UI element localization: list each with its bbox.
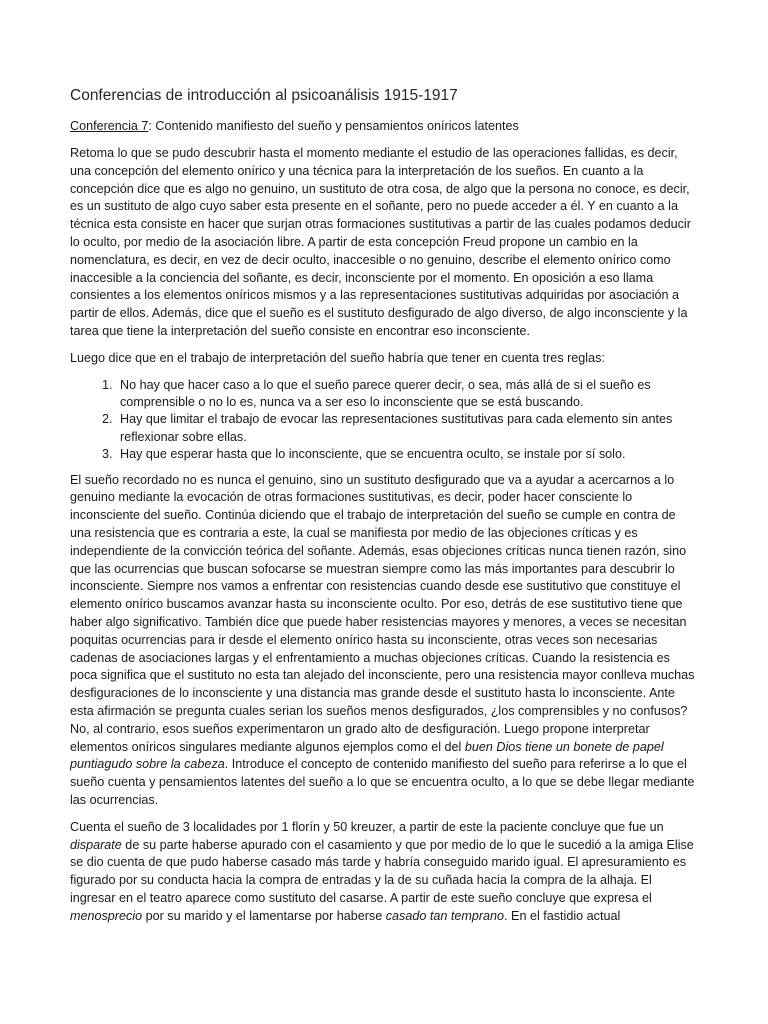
paragraph-4-text-c: por su marido y el lamentarse por haberse <box>142 908 386 923</box>
paragraph-4-italic-1: disparate <box>70 837 122 852</box>
lecture-topic: : Contenido manifiesto del sueño y pensamientos oníricos latentes <box>148 119 519 133</box>
paragraph-2: Luego dice que en el trabajo de interpretación del sueño habría que tener en cuenta tres reglas: <box>70 350 605 365</box>
paragraph-3 <box>70 472 696 810</box>
rule-item: 2. Hay que limitar el trabajo de evocar las representaciones sustitutivas para cada elemento sin antes reflexionar sobre ellas. <box>116 411 696 446</box>
paragraph-4-italic-3: casado tan temprano <box>385 908 505 923</box>
paragraph-4-text-d: . En el fastidio actual <box>504 908 621 923</box>
paragraph-4 <box>70 819 696 926</box>
rule-item: 1. No hay que hacer caso a lo que el sueño parece querer decir, o sea, más allá de si el sueño es comprensible o no lo es, nunca va a ser eso lo inconsciente que se está buscando. <box>116 377 696 412</box>
paragraph-3-text-a: El sueño recordado no es nunca el genuino, sino un sustituto desfigurado que va a ayudar a acercarnos a lo genuino mediante la evocación de otras formaciones sustitutivas, es decir, poder hacer consciente lo inconsciente del sueño. Continúa diciendo que el trabajo de interpretación del sueño se cumple en contra de una resistencia que es contraria a este, la cual se manifiesta por medio de las objeciones críticas y es independiente de la convicción teórica del soñante. Además, esas objeciones críticas nunca tienen razón, sino que las ocurrencias que buscan sofocarse se muestran siempre como las más importantes para descubrir lo inconsciente. Siempre nos vamos a enfrentar con resistencias cuando desde ese sustitutivo que constituye el elemento onírico buscamos avanzar hasta su inconsciente oculto. Por eso, detrás de ese sustitutivo tiene que haber algo significativo. También dice que puede haber resistencias mayores y menores, a veces se necesitan poquitas ocurrencias para ir desde el elemento onírico hasta su inconsciente, otras veces son necesarias cadenas de asociaciones largas y el enfrentamiento a muchas objeciones críticas. Cuando la resistencia es poca significa que el sustituto no esta tan alejado del inconsciente, pero una resistencia mayor conlleva muchas desfiguraciones de lo inconsciente y una distancia mas grande desde el sustituto hasta lo inconsciente. Ante esta afirmación se pregunta cuales serian los sueños menos desfigurados, ¿los comprensibles y no confusos? No, al contrario, esos sueños experimentaron un grado alto de desfiguración. Luego propone interpretar elementos oníricos singulares mediante algunos ejemplos como el del <box>70 472 695 754</box>
paragraph-3-text-b: . Introduce el concepto de contenido manifiesto del sueño para referirse a lo que el sueño cuenta y pensamientos latentes del sueño a lo que se encuentra oculto, a lo que se debe llegar mediante las ocurrencias. <box>70 757 695 807</box>
document-title: Conferencias de introducción al psicoanálisis 1915-1917 <box>70 87 458 104</box>
paragraph-4-text-a: Cuenta el sueño de 3 localidades por 1 florín y 50 kreuzer, a partir de este la paciente concluye que fue un <box>70 819 664 834</box>
paragraph-4-italic-2: menosprecio <box>70 908 143 923</box>
lecture-number: Conferencia 7 <box>70 119 149 133</box>
paragraph-3-quote: buen Dios tiene un bonete de papel puntiagudo sobre la cabeza <box>70 739 664 772</box>
rule-item: 3. Hay que esperar hasta que lo inconsciente, que se encuentra oculto, se instale por sí solo. <box>116 446 696 463</box>
paragraph-4-text-b: de su parte haberse apurado con el casamiento y que por medio de lo que le sucedió a la amiga Elise se dio cuenta de que pudo haberse casado más tarde y habría conseguido marido igual. El apresuramiento es figurado por su conducta hacia la compra de entradas y la de su cuñada hacia la compra de la alhaja. El ingresar en el teatro aparece como sustituto del casarse. A partir de este sueño concluye que expresa el <box>70 837 694 905</box>
lecture-subtitle <box>70 118 696 135</box>
rules-list <box>70 377 696 464</box>
paragraph-1: Retoma lo que se pudo descubrir hasta el momento mediante el estudio de las operaciones fallidas, es decir, una concepción del elemento onírico y una técnica para la interpretación de los sueños. En cuanto a la concepción dice que es algo no genuino, un sustituto de otra cosa, de algo que la persona no conoce, es decir, es un sustituto de algo cuyo saber esta presente en el soñante, pero no puede acceder a él. Y en cuanto a la técnica esta consiste en hacer que surjan otras formaciones sustitutivas a partir de las cuales podamos deducir lo oculto, por medio de la asociación libre. A partir de esta concepción Freud propone un cambio en la nomenclatura, es decir, en vez de decir oculto, inaccesible o no genuino, describe el elemento onírico como inaccesible a la conciencia del soñante, es decir, inconsciente por el momento. En oposición a eso llama consientes a los elementos oníricos mismos y a las representaciones sustitutivas adquiridas por asociación a partir de ellos. Además, dice que el sueño es el sustituto desfigurado de algo diverso, de algo inconsciente y la tarea que tiene la interpretación del sueño consiste en encontrar eso inconsciente. <box>70 146 691 338</box>
